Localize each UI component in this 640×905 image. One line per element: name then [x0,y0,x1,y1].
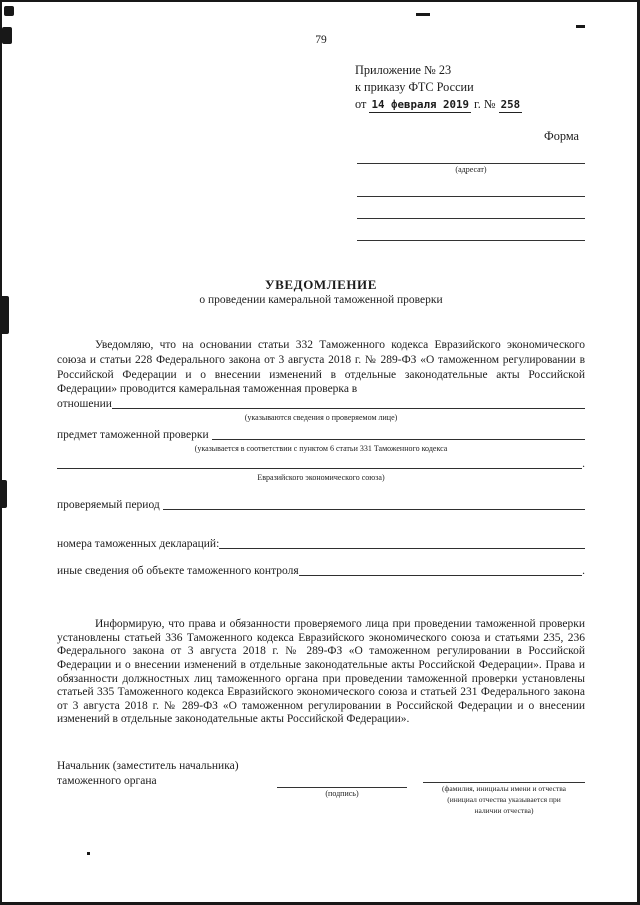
addressee-line [357,150,585,164]
other-info-label: иные сведения об объекте таможенного контроля [57,565,299,578]
addressee-line [357,175,585,197]
subject-continuation-line [57,467,582,469]
appendix-header [355,62,585,113]
period-char: . [582,565,585,578]
number-sign: № [483,97,496,111]
signature-caption: (подпись) [325,788,359,798]
form-label: Форма [544,129,579,143]
addressee-block [357,150,585,241]
person-hint: (указываются сведения о проверяемом лице) [244,413,398,423]
order-number-value: 258 [500,98,521,111]
signatory-position-line1: Начальник (заместитель начальника) [57,759,239,772]
signatory-position-line2: таможенного органа [57,774,157,787]
other-info-blank-line [299,574,583,576]
subject-continuation [57,457,585,471]
relation-blank-line [112,407,585,409]
appendix-label: Приложение № 23 [355,63,452,77]
order-date-value: 14 февраля 2019 [371,98,469,111]
name-caption-line3: наличии отчества) [474,805,534,815]
addressee-line [357,197,585,219]
order-label: к приказу ФТС России [355,80,474,94]
page-number: 79 [315,34,327,46]
subject-hint-2: Евразийского экономического союза) [257,473,385,483]
addressee-line [357,219,585,241]
signature-column [277,759,407,799]
period-char: . [582,458,585,471]
subject-label: предмет таможенной проверки [57,429,209,442]
relation-field [57,397,585,411]
subject-hint-1: (указывается в соответствии с пунктом 6 статьи 331 Таможенного кодекса [194,444,448,454]
signatory-position [57,759,263,789]
notice-subtitle: о проведении камеральной таможенной проверки [199,294,443,306]
declarations-blank-line [219,547,585,549]
period-blank-line [163,508,585,510]
subject-field [57,428,585,442]
period-label: проверяемый период [57,499,160,512]
declarations-field [57,537,585,551]
name-caption-line2: (инициал отчества указывается при [447,794,561,804]
date-unit: г. [474,97,481,111]
name-caption-line1: (фамилия, инициалы имени и отчества [442,783,566,793]
declarations-label: номера таможенных деклараций: [57,538,220,551]
paragraph-rights: Информирую, что права и обязанности проверяемого лица при проведении таможенной проверки установлены статьей 336 Таможенного кодекса Евразийского экономического союза и статьями 235, 236 Федерального закона от 3 августа 2018 г. № 289-ФЗ «О таможенном регулировании в Российской Федерации и о внесении изменений в отдельные законодательные акты Российской Федерации». Права и обязанности должностных лиц таможенного органа при проведении таможенной проверки установлены статьей 335 Таможенного кодекса Евразийского экономического союза и статьей 231 Федерального закона от 3 августа 2018 г. № 289-ФЗ «О таможенном регулировании в Российской Федерации и о внесении изменений в отдельные законодательные акты Российской Федерации». [57,618,585,726]
signature-line [277,759,407,788]
name-line [423,759,585,783]
relation-label: отношении [57,398,112,411]
addressee-caption: (адресат) [455,165,487,174]
date-prefix: от [355,97,367,111]
paragraph-basis: Уведомляю, что на основании статьи 332 Таможенного кодекса Евразийского экономического союза и статьи 228 Федерального закона от 3 августа 2018 г. № 289-ФЗ «О таможенном регулировании в Российской Федерации и о внесении изменений в отдельные законодательные акты Российской Федерации» проводится камеральная таможенная проверка в [57,339,585,396]
signature-block [57,759,585,816]
order-date-line [355,96,585,113]
other-info-field [57,564,585,578]
notice-title: УВЕДОМЛЕНИЕ [264,277,378,292]
period-field [57,498,585,512]
subject-blank-line [212,438,585,440]
name-column [423,759,585,816]
